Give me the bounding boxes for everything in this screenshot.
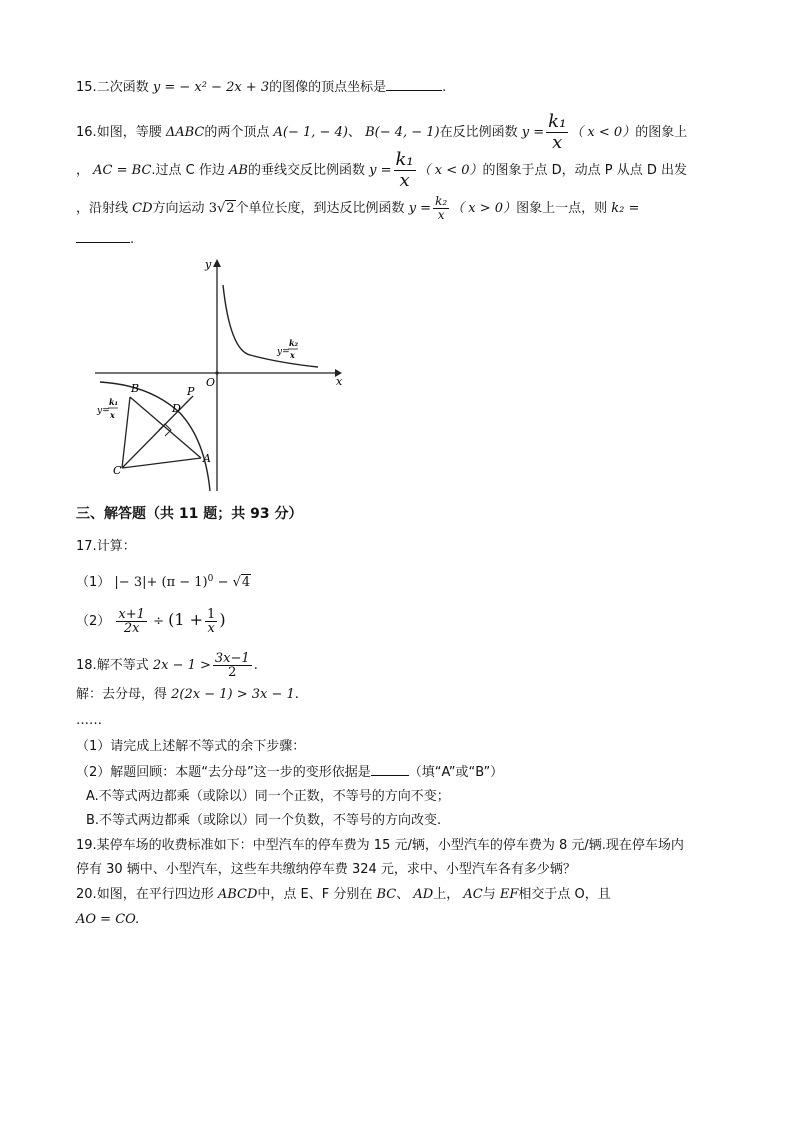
curve-k2-label-lhs: y= — [277, 347, 290, 357]
y-axis-arrow — [213, 259, 221, 267]
point-a-coord: A(− 1, − 4) — [273, 125, 348, 140]
label-p: P — [187, 385, 195, 398]
q15-answer-blank — [386, 78, 442, 91]
question-16-line-2: ， AC = BC.过点 C 作边 AB的垂线交反比例函数 y = $\frac{\text{k₁}}{x}$ （ x < 0）的图象于点 D，动点 P 从点 D 出发 — [76, 149, 688, 191]
question-16-line-4: . — [76, 230, 134, 249]
origin-label: O — [206, 376, 216, 389]
question-18: 18.解不等式 2x − 1 > $\frac{3x-1}{2}$ . — [76, 651, 258, 680]
y-axis-label: y — [205, 258, 212, 271]
label-a: A — [203, 452, 211, 465]
section-heading: 三、解答题（共 11 题；共 93 分） — [76, 506, 303, 522]
curve-k1-label-den: x — [110, 410, 115, 420]
curve-k2 — [223, 285, 318, 367]
question-16-line-3: ，沿射线 CD方向运动 3√2个单位长度，到达反比例函数 y = $\frac{\text{k₂}}{x}$ （ x > 0）图象上一点，则 k₂ = — [76, 194, 640, 222]
q15-equation: y = − x² − 2x + 3 — [152, 80, 270, 95]
segment-bc — [122, 397, 130, 468]
fraction-k1-over-x: $\frac{\text{k₁}}{x}$ — [548, 111, 567, 153]
label-d: D — [172, 402, 181, 415]
question-16: 16.如图，等腰 ΔABC的两个顶点 A(− 1, − 4)、 B(− 4, − 1)在反比例函数 y = $\frac{\text{k₁}}{x}$ （ x < 0）的图象上 — [76, 111, 688, 153]
hyperbola-figure — [90, 255, 350, 495]
q18-answer-blank — [371, 763, 409, 776]
question-20: 20.如图，在平行四边形 ABCD中，点 E、F 分别在 BC、 AD上， AC与 EF相交于点 O，且 — [76, 887, 611, 902]
curve-k1-label-num: k₁ — [109, 397, 119, 407]
point-b-coord: B(− 4, − 1) — [365, 125, 440, 140]
question-17-part-2: （2） $\frac{x+1}{2x}$ ÷ (1 + $\frac{1}{x}$ ) — [76, 607, 226, 636]
question-19: 19.某停车场的收费标准如下：中型汽车的停车费为 15 元/辆，小型汽车的停车费为 8 元/辆.现在停车场内 — [76, 838, 684, 853]
sqrt-4: √4 — [232, 575, 251, 590]
distance-expression: 3√2 — [208, 201, 235, 216]
origin-dot — [215, 371, 218, 374]
curve-k2-label-den: x — [290, 350, 295, 360]
option-b: B.不等式两边都乘（或除以）同一个负数，不等号的方向改变. — [86, 813, 442, 828]
q16-answer-blank — [76, 230, 130, 243]
fraction-k1-over-x-2: $\frac{\text{k₁}}{x}$ — [395, 149, 414, 191]
option-a: A.不等式两边都乘（或除以）同一个正数，不等号的方向不变； — [86, 789, 450, 804]
segment-ca — [122, 458, 201, 468]
question-18-solution: 解：去分母，得 2(2x − 1) > 3x − 1. — [76, 687, 299, 702]
fraction-3x-1-over-2: $\frac{3x-1}{2}$ — [214, 651, 250, 680]
label-c: C — [113, 464, 122, 477]
question-15: 15.二次函数 y = − x² − 2x + 3的图像的顶点坐标是 . — [76, 80, 447, 95]
fraction-1-over-x: $\frac{1}{x}$ — [207, 607, 216, 636]
fraction-k2-over-x: $\frac{\text{k₂}}{x}$ — [435, 194, 448, 222]
question-18-part-1: （1）请完成上述解不等式的余下步骤： — [76, 739, 306, 754]
question-17-part-1: （1） |− $3|+ (\pi - 1)^0 - √4$ — [76, 574, 251, 590]
question-18-dots: …… — [76, 713, 102, 728]
question-20-line-2: AO = CO. — [76, 912, 140, 927]
ray-cp — [122, 396, 193, 468]
curve-k1-label-lhs: y= — [97, 406, 110, 416]
question-18-part-2: （2）解题回顾：本题“去分母”这一步的变形依据是 （填“A”或“B”） — [76, 765, 504, 780]
x-axis-label: x — [336, 375, 343, 388]
question-17: 17.计算： — [76, 539, 136, 554]
question-19-line-2: 停有 30 辆中、小型汽车，这些车共缴纳停车费 324 元，求中、小型汽车各有多少辆？ — [76, 862, 576, 877]
fraction-xplus1-over-2x: $\frac{x+1}{2x}$ — [118, 607, 145, 636]
curve-k2-label-num: k₂ — [289, 338, 299, 348]
label-b: B — [131, 382, 140, 395]
